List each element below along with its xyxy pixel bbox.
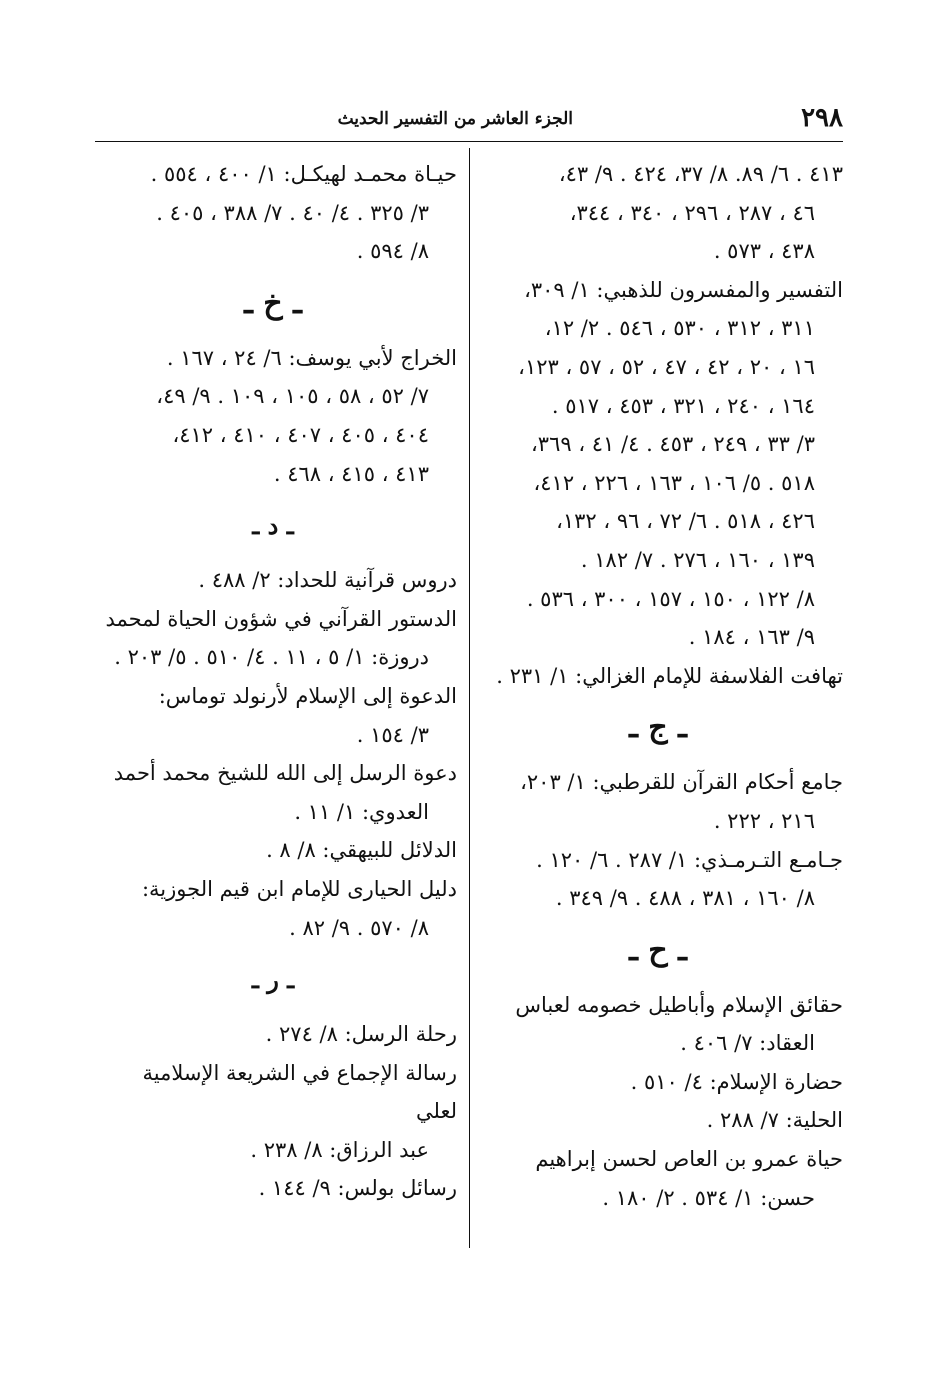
entry-line: ٤٠٤ ، ٤٠٥ ، ٤٠٧ ، ٤١٠ ، ٤١٢، (172, 422, 429, 447)
section-heading-dal: ـ د ـ (252, 511, 294, 541)
index-entry (97, 339, 457, 493)
entry-line: ٤٦ ، ٢٨٧ ، ٢٩٦ ، ٣٤٠ ، ٣٤٤، (569, 200, 815, 225)
entry-head: رحلة الرسل: ٨/ ٢٧٤ . (265, 1022, 457, 1047)
entry-head: الدلائل للبيهقي: ٨/ ٨ . (266, 838, 457, 863)
index-entry (97, 155, 457, 271)
left-column (97, 155, 457, 1208)
section-heading-ra: ـ ر ـ (251, 965, 295, 995)
entry-line: ٣/ ٣٣ ، ٢٤٩ ، ٤٥٣ . ٤/ ٤١ ، ٣٦٩، (531, 432, 815, 457)
index-entry (97, 600, 457, 677)
section-heading-kha: ـ خ ـ (244, 285, 302, 321)
entry-head: حقائق الإسلام وأباطيل خصومه لعباس (515, 992, 843, 1017)
index-entry (97, 1169, 457, 1208)
entry-line: ٣/ ٣٢٥ . ٤/ ٤٠ . ٧/ ٣٨٨ ، ٤٠٥ . (156, 200, 429, 225)
index-entry (481, 1063, 843, 1102)
entry-head: الدستور القرآني في شؤون الحياة لمحمد (105, 606, 457, 631)
entry-line: ٣/ ١٥٤ . (356, 722, 429, 747)
entry-head: حيـاة محمـد لهيكـل: ١/ ٤٠٠ ، ٥٥٤ . (150, 162, 457, 186)
page-number: ٢٩٨ (801, 103, 843, 133)
index-entry (481, 841, 843, 918)
entry-head: الحلية: ٧/ ٢٨٨ . (706, 1108, 843, 1133)
right-column (481, 155, 843, 1217)
index-entry (97, 561, 457, 600)
index-entry (481, 986, 843, 1063)
page-header (95, 102, 843, 138)
entry-head: رسالة الإجماع في الشريعة الإسلامية لعلي (142, 1060, 457, 1124)
entry-line: ١٣٩ ، ١٦٠ ، ٢٧٦ . ٧/ ١٨٢ . (580, 547, 815, 572)
entry-line: ٩/ ١٦٣ ، ١٨٤ . (688, 625, 815, 650)
section-heading-jim: ـ ج ـ (629, 710, 687, 746)
section-heading-ha: ـ ح ـ (629, 932, 687, 968)
entry-line: دروزة: ١/ ٥ ، ١١ . ٤/ ٥١٠ . ٥/ ٢٠٣ . (114, 645, 429, 670)
entry-line: عبد الرزاق: ٨/ ٢٣٨ . (250, 1137, 429, 1162)
entry-line: ٢١٦ ، ٢٢٢ . (713, 808, 815, 833)
index-entry (481, 763, 843, 840)
index-entry (97, 870, 457, 947)
entry-line: ٥١٨ . ٥/ ١٠٦ ، ١٦٣ ، ٢٢٦ ، ٤١٢، (533, 470, 815, 495)
index-entry (481, 1101, 843, 1140)
entry-line: ٤٢٦ ، ٥١٨ . ٦/ ٧٢ ، ٩٦ ، ١٣٢، (556, 509, 815, 534)
column-divider (469, 148, 470, 1248)
entry-line: العقاد: ٧/ ٤٠٦ . (680, 1031, 815, 1056)
entry-line: ٤٣٨ ، ٥٧٣ . (713, 239, 815, 264)
entry-line: ٤١٣ ، ٤١٥ ، ٤٦٨ . (273, 461, 429, 486)
entry-head: الدعوة إلى الإسلام لأرنولد توماس: (158, 683, 457, 708)
entry-head: رسائل بولس: ٩/ ١٤٤ . (258, 1176, 457, 1201)
index-entry (481, 657, 843, 696)
entry-line: ٧/ ٥٢ ، ٥٨ ، ١٠٥ ، ١٠٩ . ٩/ ٤٩، (156, 384, 429, 409)
entry-head: حياة عمرو بن العاص لحسن إبراهيم (535, 1147, 843, 1172)
entry-line: ١٦ ، ٢٠ ، ٤٢ ، ٤٧ ، ٥٢ ، ٥٧ ، ١٢٣، (518, 354, 815, 379)
index-entry (97, 1015, 457, 1054)
entry-head: دعوة الرسل إلى الله للشيخ محمد أحمد (113, 761, 457, 786)
entry-head: التفسير والمفسرون للذهبي: ١/ ٣٠٩، (524, 277, 843, 302)
entry-line: حسن: ١/ ٥٣٤ . ٢/ ١٨٠ . (602, 1185, 815, 1210)
index-entry (97, 754, 457, 831)
entry-line: ٨/ ٥٧٠ . ٩/ ٨٢ . (289, 915, 429, 940)
entry-line: ٨/ ٥٩٤ . (356, 239, 429, 264)
header-rule (95, 141, 843, 142)
index-entry-continued (481, 155, 843, 271)
entry-line: العدوي: ١/ ١١ . (294, 799, 429, 824)
entry-head: جامع أحكام القرآن للقرطبي: ١/ ٢٠٣، (520, 770, 843, 795)
index-entry (97, 1054, 457, 1170)
entry-line: ٣١١ ، ٣١٢ ، ٥٣٠ ، ٥٤٦ . ٢/ ١٢، (544, 316, 815, 341)
entry-line: ١٦٤ ، ٢٤٠ ، ٣٢١ ، ٤٥٣ ، ٥١٧ . (551, 393, 815, 418)
index-entry (97, 677, 457, 754)
entry-line: ٨/ ١٢٢ ، ١٥٠ ، ١٥٧ ، ٣٠٠ ، ٥٣٦ . (526, 586, 815, 611)
entry-line: ٨/ ١٦٠ ، ٣٨١ ، ٤٨٨ . ٩/ ٣٤٩ . (555, 886, 815, 911)
entry-head: الخراج لأبي يوسف: ٦/ ٢٤ ، ١٦٧ . (166, 345, 457, 370)
entry-head: حضارة الإسلام: ٤/ ٥١٠ . (630, 1069, 843, 1094)
entry-head: دروس قرآنية للحداد: ٢/ ٤٨٨ . (198, 568, 457, 593)
running-title: الجزء العاشر من التفسير الحديث (337, 109, 573, 129)
index-entry (481, 1140, 843, 1217)
entry-head: دليل الحيارى للإمام ابن قيم الجوزية: (141, 876, 457, 901)
entry-line: ٤١٣ . ٦/ ٨٩. ٨/ ٣٧، ٤٢٤ . ٩/ ٤٣، (558, 162, 843, 186)
entry-head: جـامـع التـرمـذي: ١/ ٢٨٧ . ٦/ ١٢٠ . (536, 847, 843, 872)
index-entry (97, 831, 457, 870)
index-entry (481, 271, 843, 657)
entry-head: تهافت الفلاسفة للإمام الغزالي: ١/ ٢٣١ . (496, 663, 843, 688)
